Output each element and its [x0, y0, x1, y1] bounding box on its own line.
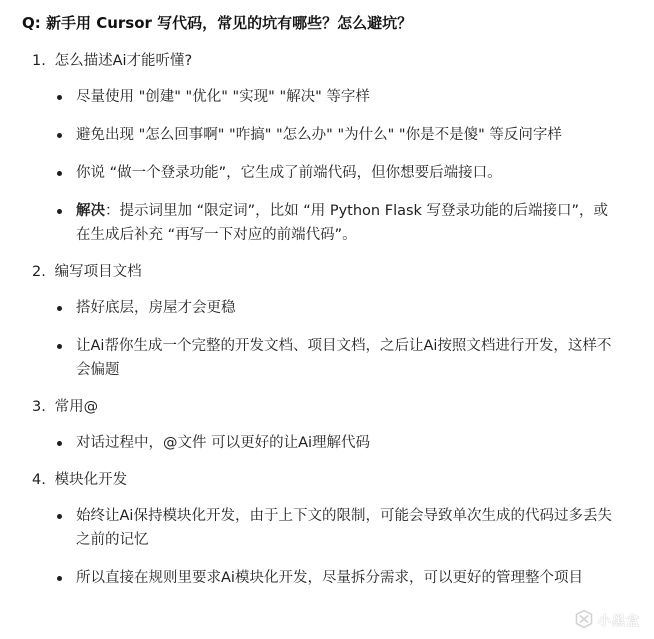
list-item	[76, 123, 632, 147]
bullet-dot	[57, 133, 62, 138]
bullet-list	[22, 85, 632, 247]
list-item-text: 搭好底层，房屋才会更稳	[76, 300, 236, 316]
list-item-text: 所以直接在规则里要求Ai模块化开发，尽量拆分需求，可以更好的管理整个项目	[76, 570, 583, 586]
section-title-text: 编写项目文档	[54, 264, 142, 280]
list-item	[76, 199, 632, 247]
bullet-dot	[57, 306, 62, 311]
bullet-dot	[57, 514, 62, 519]
watermark-text: 小黑盒	[597, 613, 640, 629]
section-3	[22, 396, 632, 455]
list-item-text: ：提示词里加 “限定词”，比如 “用 Python Flask 写登录功能的后端接口”，或在生成后补充 “再写一下对应的前端代码”。	[76, 203, 609, 243]
section-title	[32, 396, 632, 418]
list-item	[76, 296, 632, 320]
section-number: 3.	[32, 399, 46, 415]
list-item	[76, 85, 632, 109]
section-title	[32, 469, 632, 491]
list-item	[76, 504, 632, 552]
list-item-text: 避免出现 "怎么回事啊" "咋搞" "怎么办" "为什么" "你是不是傻" 等反问字样	[76, 127, 562, 143]
list-item	[76, 161, 632, 185]
bullet-dot	[57, 576, 62, 581]
section-title-text: 怎么描述Ai才能听懂?	[54, 53, 193, 69]
section-1	[22, 50, 632, 247]
list-item-text: 对话过程中，@文件 可以更好的让Ai理解代码	[76, 435, 371, 451]
bullet-dot	[57, 209, 62, 214]
bullet-list	[22, 431, 632, 455]
section-2	[22, 261, 632, 382]
list-item	[76, 431, 632, 455]
question-heading: Q: 新手用 Cursor 写代码，常见的坑有哪些？怎么避坑？	[22, 14, 413, 32]
section-title-text: 模块化开发	[54, 472, 128, 488]
article-content	[22, 0, 632, 590]
list-item-text: 始终让Ai保持模块化开发，由于上下文的限制，可能会导致单次生成的代码过多丢失之前的记忆	[76, 508, 612, 548]
list-item-text: 尽量使用 "创建" "优化" "实现" "解决" 等字样	[76, 89, 370, 105]
heybox-logo-icon	[574, 609, 594, 629]
section-title	[32, 261, 632, 283]
section-number: 1.	[32, 53, 46, 69]
bullet-list	[22, 504, 632, 590]
section-4	[22, 469, 632, 590]
bullet-dot	[57, 344, 62, 349]
list-item-bold-lead: 解决	[76, 203, 105, 219]
bullet-list	[22, 296, 632, 382]
section-title-text: 常用@	[54, 399, 99, 415]
section-number: 2.	[32, 264, 46, 280]
section-title	[32, 50, 632, 72]
list-item-text: 让Ai帮你生成一个完整的开发文档、项目文档，之后让Ai按照文档进行开发，这样不会偏题	[76, 338, 612, 378]
list-item-text: 你说 “做一个登录功能”，它生成了前端代码，但你想要后端接口。	[76, 165, 502, 181]
bullet-dot	[57, 95, 62, 100]
watermark	[574, 609, 640, 629]
bullet-dot	[57, 441, 62, 446]
section-number: 4.	[32, 472, 46, 488]
bullet-dot	[57, 171, 62, 176]
list-item	[76, 334, 632, 382]
list-item	[76, 566, 632, 590]
